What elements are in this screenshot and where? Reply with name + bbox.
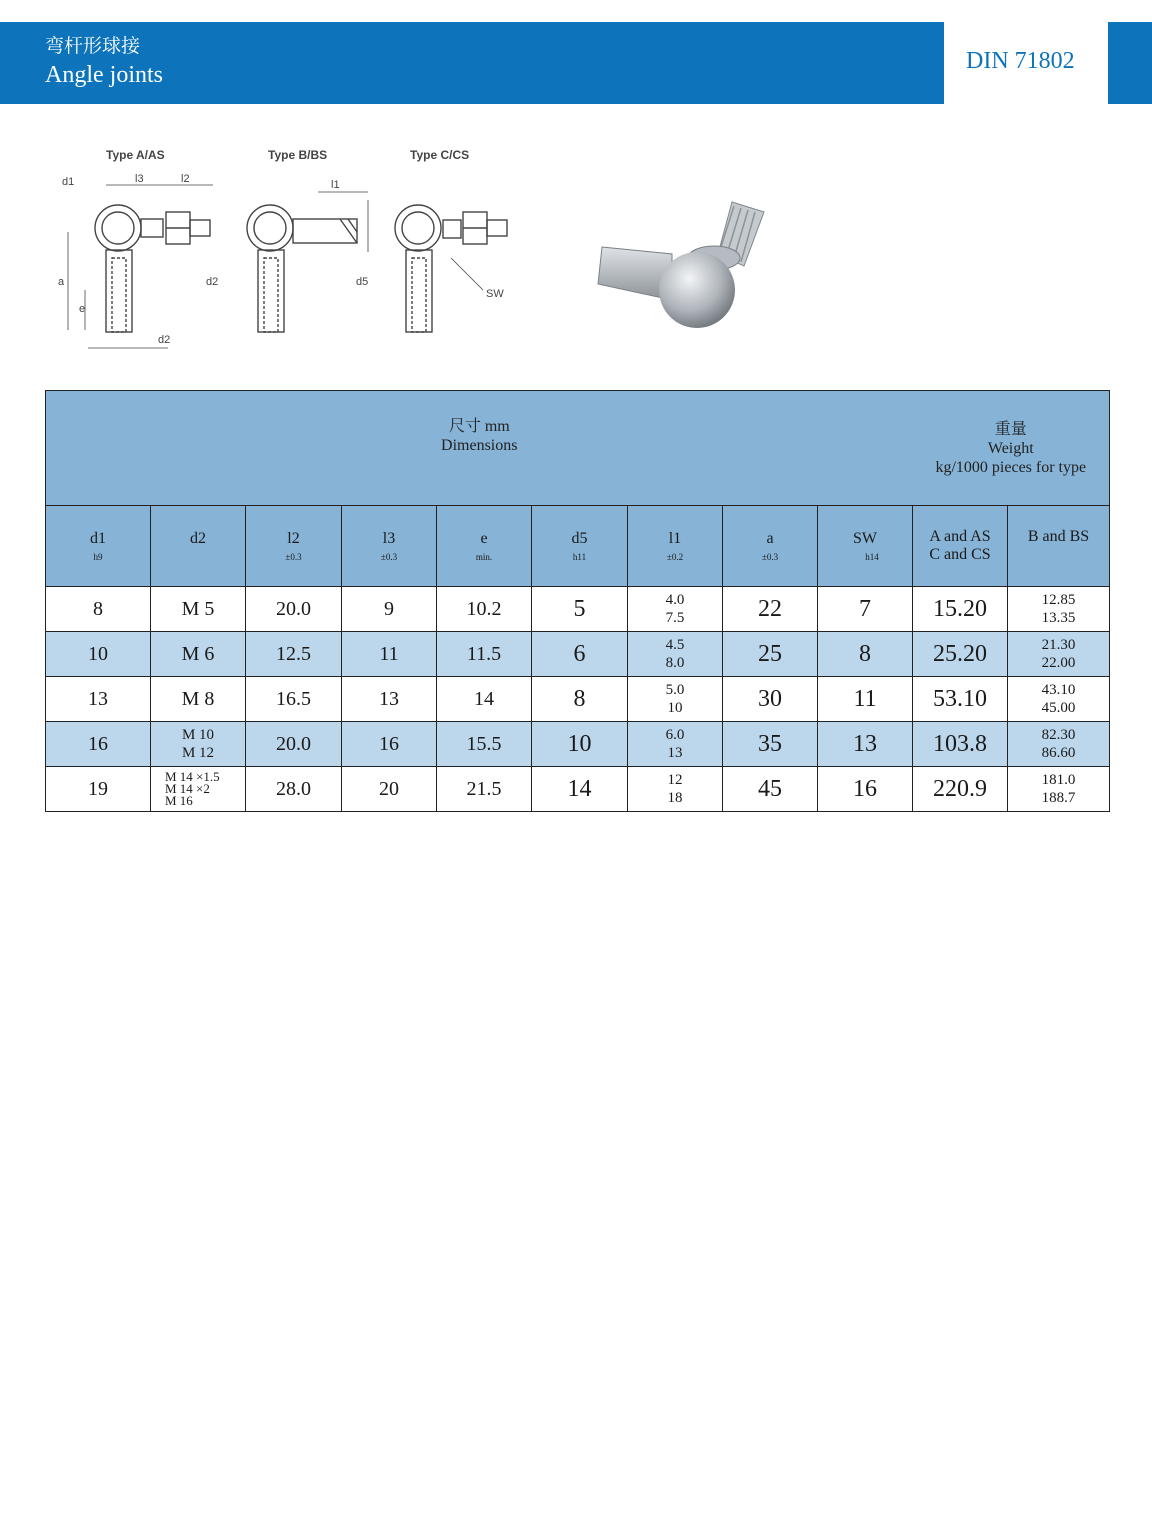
cell-d2: M 6 [151,632,246,677]
cell-d1: 16 [46,722,151,767]
product-photo [592,192,782,332]
cell-weight-bbs: 12.85 13.35 [1008,587,1110,632]
cell-d1: 8 [46,587,151,632]
cell-d5: 6 [532,632,628,677]
table-row [46,587,1110,632]
dim-label-d2-bottom: d2 [158,334,171,346]
cell-weight-acs: 103.8 [913,722,1008,767]
dim-label-a: a [58,276,65,288]
table-row [46,632,1110,677]
cell-d5: 14 [532,767,628,812]
cell-a: 35 [723,722,818,767]
dimensions-label-en: Dimensions [441,437,518,454]
cell-e: 14 [437,677,532,722]
cell-weight-acs: 220.9 [913,767,1008,812]
table-group-header [46,391,1110,506]
cell-l2: 28.0 [246,767,342,812]
cell-l3: 9 [342,587,437,632]
cell-d2: M 10 M 12 [151,722,246,767]
cell-a: 45 [723,767,818,812]
cell-weight-bbs: 43.10 45.00 [1008,677,1110,722]
standard-number: DIN 71802 [966,48,1075,74]
cell-d2: M 5 [151,587,246,632]
table-column-header [46,506,1110,587]
cell-weight-bbs: 21.30 22.00 [1008,632,1110,677]
cell-e: 21.5 [437,767,532,812]
cell-sw: 11 [818,677,913,722]
table-row [46,722,1110,767]
col-header-a: a ±0.3 [723,506,818,587]
cell-l3: 20 [342,767,437,812]
col-header-d1: d1 h9 [46,506,151,587]
col-header-l3: l3 ±0.3 [342,506,437,587]
col-header-weight-acs: A and AS C and CS [913,506,1008,587]
cell-d2: M 8 [151,677,246,722]
cell-weight-acs: 53.10 [913,677,1008,722]
cell-d1: 19 [46,767,151,812]
title-english: Angle joints [45,62,163,88]
cell-weight-bbs: 82.30 86.60 [1008,722,1110,767]
cell-weight-acs: 15.20 [913,587,1008,632]
header-tab [1108,22,1152,104]
dimensions-table [45,390,1110,812]
cell-l3: 11 [342,632,437,677]
cell-d2: M 14 ×1.5 M 14 ×2 M 16 [151,767,246,812]
weight-label-en: Weight [987,439,1034,457]
col-header-d2: d2 [151,506,246,587]
type-label-a: Type A/AS [106,148,165,162]
cell-e: 10.2 [437,587,532,632]
col-header-d5: d5 h11 [532,506,628,587]
col-header-sw: SW h14 [818,506,913,587]
cell-l2: 16.5 [246,677,342,722]
cell-d1: 10 [46,632,151,677]
cell-l1: 4.0 7.5 [628,587,723,632]
dimensions-label-cn: 尺寸 mm [448,418,510,435]
col-header-weight-bbs: B and BS [1008,506,1110,587]
cell-a: 22 [723,587,818,632]
technical-drawing [48,140,528,355]
cell-l3: 13 [342,677,437,722]
dim-label-d2-side: d2 [206,276,219,288]
table-row [46,677,1110,722]
cell-weight-acs: 25.20 [913,632,1008,677]
cell-l2: 12.5 [246,632,342,677]
dimensions-group-header [46,391,913,506]
cell-l3: 16 [342,722,437,767]
table-row [46,767,1110,812]
type-label-b: Type B/BS [268,148,328,162]
cell-l1: 5.0 10 [628,677,723,722]
cell-l2: 20.0 [246,587,342,632]
cell-l1: 6.0 13 [628,722,723,767]
cell-l2: 20.0 [246,722,342,767]
weight-group-header [913,391,1110,506]
weight-label-unit: kg/1000 pieces for type [935,458,1087,476]
cell-e: 11.5 [437,632,532,677]
col-header-e: e min. [437,506,532,587]
cell-e: 15.5 [437,722,532,767]
cell-d5: 5 [532,587,628,632]
cell-weight-bbs: 181.0 188.7 [1008,767,1110,812]
title-chinese: 弯杆形球接 [45,35,141,57]
dim-label-sw: SW [486,288,504,300]
col-header-l2: l2 ±0.3 [246,506,342,587]
col-header-l1: l1 ±0.2 [628,506,723,587]
cell-sw: 7 [818,587,913,632]
dim-label-d1: d1 [62,176,75,188]
cell-l1: 12 18 [628,767,723,812]
dim-label-l3: l3 [135,173,144,185]
type-label-c: Type C/CS [410,148,470,162]
cell-d1: 13 [46,677,151,722]
cell-a: 25 [723,632,818,677]
cell-l1: 4.5 8.0 [628,632,723,677]
weight-label-cn: 重量 [994,420,1027,438]
dim-label-l2: l2 [181,173,190,185]
cell-sw: 8 [818,632,913,677]
dim-label-e: e [79,303,86,315]
cell-a: 30 [723,677,818,722]
cell-d5: 8 [532,677,628,722]
cell-d5: 10 [532,722,628,767]
cell-sw: 16 [818,767,913,812]
dim-label-l1: l1 [331,179,340,191]
dim-label-d5: d5 [356,276,369,288]
cell-sw: 13 [818,722,913,767]
